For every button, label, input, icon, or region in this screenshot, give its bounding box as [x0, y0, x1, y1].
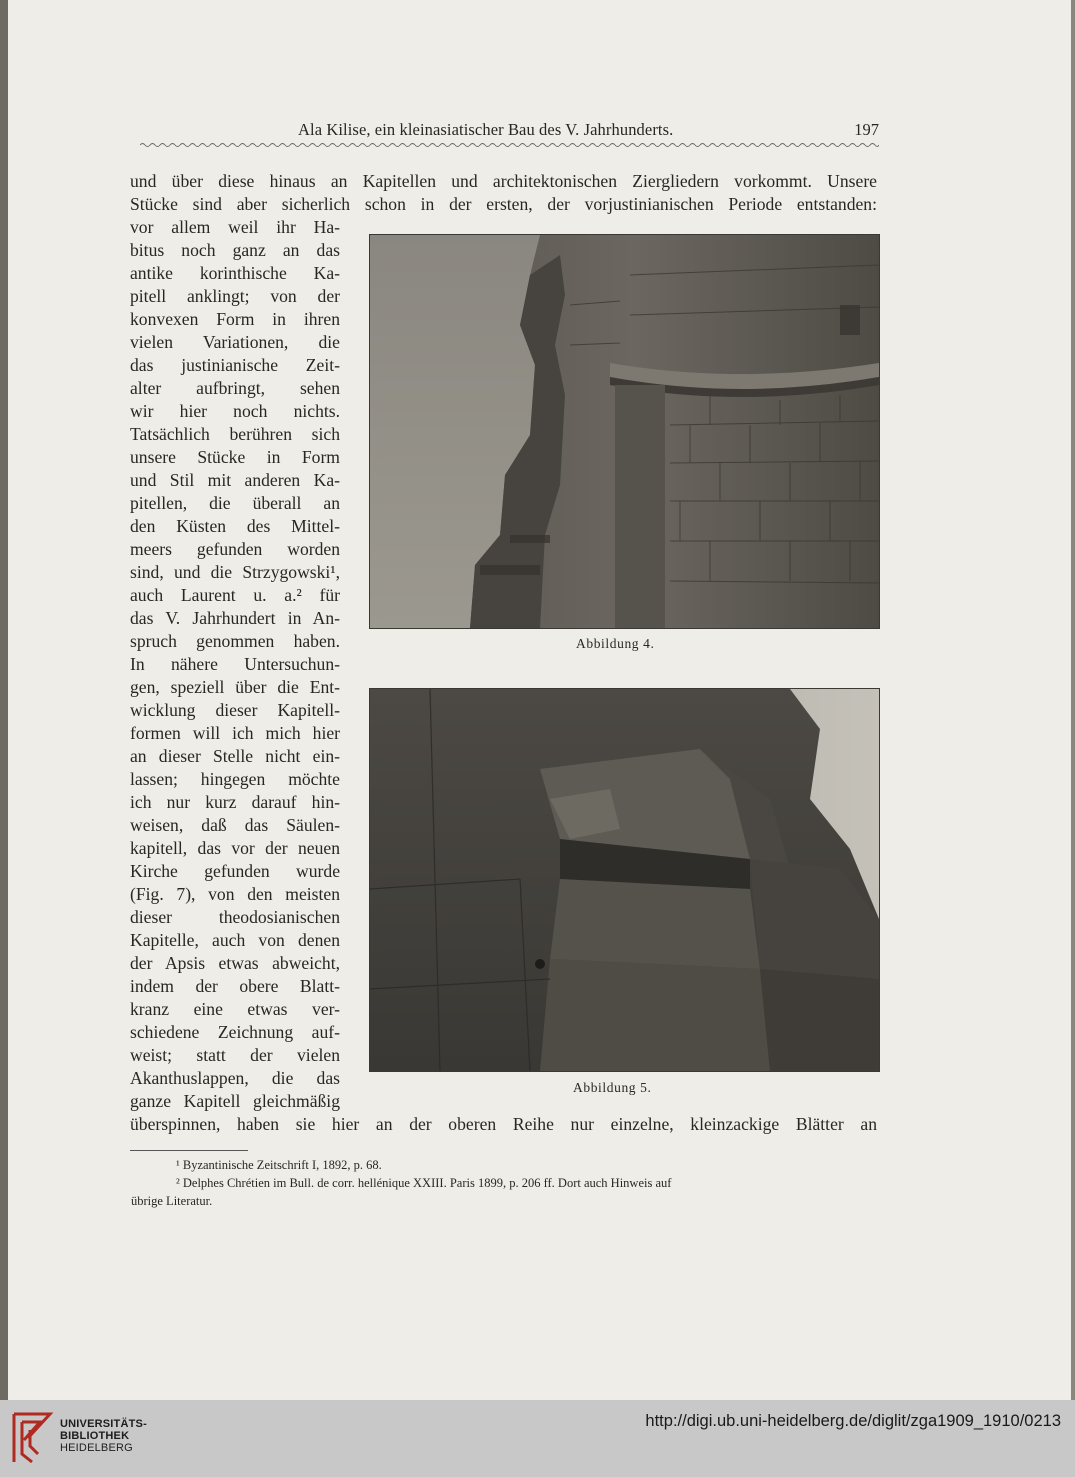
text-line: kranz eine etwas ver- [130, 999, 340, 1019]
figure-4-caption: Abbildung 4. [576, 636, 655, 651]
university-library-logo-icon [10, 1410, 54, 1466]
text-line: spruch genommen haben. [130, 631, 340, 651]
text-line: weist; statt der vielen [130, 1045, 340, 1065]
text-line: indem der obere Blatt- [130, 976, 340, 996]
text-line: pitell anklingt; von der [130, 286, 340, 306]
text-line: meers gefunden worden [130, 539, 340, 559]
capital-photo [370, 689, 879, 1071]
text-line: antike korinthische Ka- [130, 263, 340, 283]
text-line: pitellen, die überall an [130, 493, 340, 513]
text-line: überspinnen, haben sie hier an der oberen Reihe nur einzelne, kleinzackige Blätter an [130, 1114, 877, 1134]
text-line: dieser theodosianischen [130, 907, 340, 927]
text-line: In nähere Untersuchun- [130, 654, 340, 674]
text-line: ganze Kapitell gleichmäßig [130, 1091, 340, 1111]
text-line: Tatsächlich berühren sich [130, 424, 340, 444]
text-line: unsere Stücke in Form [130, 447, 340, 467]
library-name [60, 1418, 147, 1454]
apse-wall-photo [370, 235, 879, 628]
text-line: konvexen Form in ihren [130, 309, 340, 329]
text-line: ich nur kurz darauf hin- [130, 792, 340, 812]
text-line: das V. Jahrhundert in An- [130, 608, 340, 628]
library-name-line-3: HEIDELBERG [60, 1442, 133, 1454]
text-line: weisen, daß das Säulen- [130, 815, 340, 835]
text-line: vielen Variationen, die [130, 332, 340, 352]
text-line: wir hier noch nichts. [130, 401, 340, 421]
footnote-2: ² Delphes Chrétien im Bull. de corr. hellénique XXIII. Paris 1899, p. 206 ff. Dort auch Hinweis auf [176, 1176, 672, 1190]
text-line: an dieser Stelle nicht ein- [130, 746, 340, 766]
library-name-line-2: BIBLIOTHEK [60, 1430, 130, 1442]
text-line: sind, und die Strzygowski¹, [130, 562, 340, 582]
text-line: alter aufbringt, sehen [130, 378, 340, 398]
text-line: vor allem weil ihr Ha- [130, 217, 340, 237]
text-line: (Fig. 7), von den meisten [130, 884, 340, 904]
text-line: der Apsis etwas abweicht, [130, 953, 340, 973]
footnote-rule [130, 1150, 248, 1151]
text-line: lassen; hingegen möchte [130, 769, 340, 789]
text-line: kapitell, das vor der neuen [130, 838, 340, 858]
text-line: und über diese hinaus an Kapitellen und architektonischen Ziergliedern vorkommt. Unsere [130, 171, 877, 191]
text-line: und Stil mit anderen Ka- [130, 470, 340, 490]
footnote-1: ¹ Byzantinische Zeitschrift I, 1892, p. 68. [176, 1158, 382, 1172]
text-line: auch Laurent u. a.² für [130, 585, 340, 605]
text-line: den Küsten des Mittel- [130, 516, 340, 536]
text-line: das justinianische Zeit- [130, 355, 340, 375]
text-line: Stücke sind aber sicherlich schon in der ersten, der vorjustinianischen Periode entstanden: [130, 194, 877, 214]
text-line: wicklung dieser Kapitell- [130, 700, 340, 720]
text-line: formen will ich mich hier [130, 723, 340, 743]
scan-edge-right [1071, 0, 1075, 1400]
text-line: gen, speziell über die Ent- [130, 677, 340, 697]
text-line: schiedene Zeichnung auf- [130, 1022, 340, 1042]
page-number: 197 [854, 120, 879, 139]
wavy-rule [140, 142, 879, 148]
text-line: Akanthuslappen, die das [130, 1068, 340, 1088]
library-name-line-1: UNIVERSITÄTS- [60, 1418, 147, 1430]
text-line: Kapitelle, auch von denen [130, 930, 340, 950]
figure-5-caption: Abbildung 5. [573, 1080, 652, 1095]
text-line: Kirche gefunden wurde [130, 861, 340, 881]
running-head [140, 118, 879, 140]
figure-4-photo [369, 234, 880, 629]
permalink-url[interactable]: http://digi.ub.uni-heidelberg.de/diglit/zga1909_1910/0213 [645, 1412, 1061, 1430]
figure-5-photo [369, 688, 880, 1072]
footnote-2-continued: übrige Literatur. [131, 1194, 213, 1208]
text-line: bitus noch ganz an das [130, 240, 340, 260]
scan-edge-left [0, 0, 8, 1400]
running-title: Ala Kilise, ein kleinasiatischer Bau des V. Jahrhunderts. [298, 120, 674, 139]
